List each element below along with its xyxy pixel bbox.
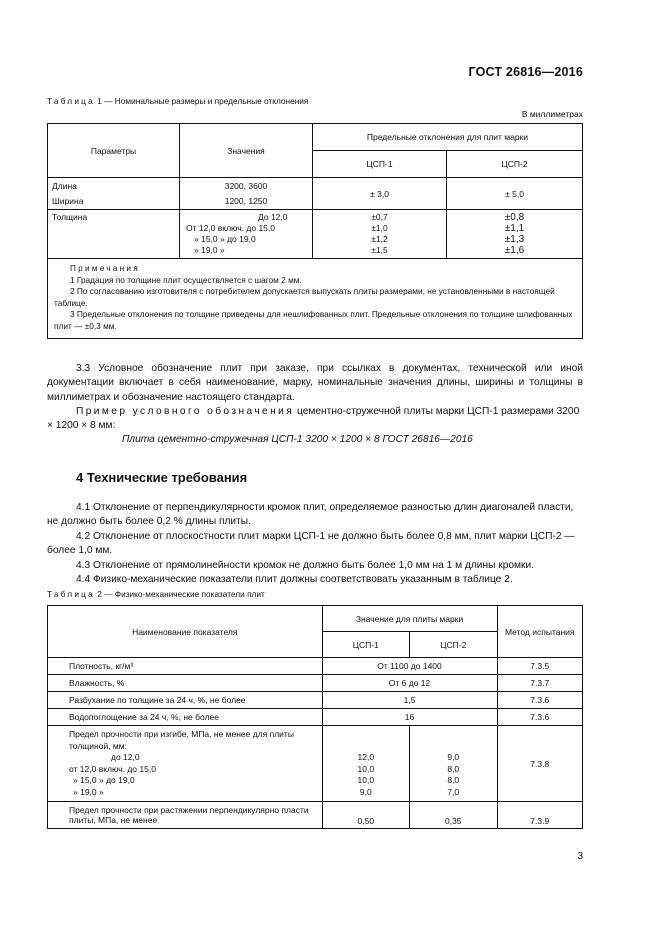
example-text: цементно-стружечной плиты марки ЦСП-1 размерами 3200 × 1200 × 8 мм: (47, 406, 580, 432)
t2-bend-sub: » 15,0 » до 19,0 (73, 775, 135, 785)
para-4-3: 4.3 Отклонение от прямолинейности кромок не должно быть более 1,0 мм на 1 м длины кромки. (76, 559, 535, 571)
example-label: Пример условного обозначения (76, 406, 295, 417)
t2-tensile-name: Предел прочности при растяжении перпендикулярно пласти плиты, МПа, не менее (48, 802, 323, 829)
example-designation: Плита цементно-стружечная ЦСП-1 3200 × 1200 × 8 ГОСТ 26816—2016 (122, 434, 473, 445)
t2-bend-csp1-item: 10,0 (357, 775, 375, 785)
table2 (47, 605, 583, 829)
t1-thickness-dev1-item: ±1,0 (371, 223, 388, 233)
t1-note: 2 По согласованию изготовителя с потребителем допускается выпускать плиты размерами, не установленными в настоящей таблице. (54, 286, 555, 308)
t2-bend-sub: до 12,0 (111, 752, 140, 762)
para-4-2: 4.2 Отклонение от плоскостности плит марки ЦСП-1 не должно быть более 0,8 мм, плит марки ЦСП-2 — более 1,0 мм. (47, 530, 575, 557)
table2-caption-num: 2 (97, 589, 102, 599)
t1-thickness-dev2-item: ±1,1 (504, 223, 525, 234)
t2-header-method: Метод испытания (497, 606, 583, 658)
t1-len-width-dev1: ± 3,0 (313, 178, 447, 210)
para-4-4: 4.4 Физико-механические показатели плит должны соответствовать указанным в таблице 2. (76, 574, 513, 586)
t1-thickness-dev2 (447, 210, 583, 259)
t2-row-name: Разбухание по толщине за 24 ч, %, не более (48, 692, 323, 709)
t2-row-value: 16 (322, 709, 497, 726)
t2-header-name: Наименование показателя (48, 606, 323, 658)
t1-thickness-dev1-item: ±1,5 (371, 245, 388, 255)
para-4-1: 4.1 Отклонение от перпендикулярности кромок плит, определяемое разностью длин диагоналей пласти, не должно быть более 0,2 % длины плиты. (47, 502, 574, 528)
table2-caption (47, 589, 265, 599)
t2-row-name: Плотность, кг/м³ (48, 658, 323, 675)
t1-thickness-dev1 (313, 210, 447, 259)
table1 (47, 123, 583, 339)
t1-row-length-value: 3200, 3600 (180, 178, 313, 194)
t2-row-value: От 6 до 12 (322, 675, 497, 692)
t2-bend-title: Предел прочности при изгибе, МПа, не менее для плиты толщиной, мм: (69, 729, 294, 751)
t2-tensile-method: 7.3.9 (497, 802, 583, 829)
t2-header-csp2: ЦСП-2 (410, 632, 497, 658)
t1-header-deviations: Предельные отклонения для плит марки (313, 124, 583, 151)
t2-row-method: 7.3.5 (497, 658, 583, 675)
table1-units: В миллиметрах (521, 109, 583, 119)
t2-bend-csp2-item: 7,0 (447, 786, 460, 797)
t1-thickness-value: До 12,0 (258, 212, 288, 222)
t2-bend-sub: от 12,0 включ. до 15,0 (69, 763, 156, 774)
para-3-3: 3.3 Условное обозначение плит при заказе, при ссылках в документах, технической или иной документации включает в себя наименование, марку, номинальные значения длины, ширины и толщины в миллиметрах и обозначение настоящего стандарта. (47, 363, 583, 403)
t2-bend-name (48, 726, 323, 802)
t2-bend-csp2-item: 8,0 (447, 763, 460, 774)
t1-notes-title: Примечания (70, 263, 140, 273)
t1-header-csp2: ЦСП-2 (447, 151, 583, 178)
t2-bend-method: 7.3.8 (497, 726, 583, 802)
t2-bend-csp2-item: 8,0 (447, 775, 460, 785)
table2-caption-word: Таблица (47, 589, 95, 599)
t1-row-length-param: Длина (48, 178, 180, 194)
t2-row-name: Влажность, % (48, 675, 323, 692)
t2-tensile-csp1: 0,50 (322, 802, 409, 829)
table1-caption-text: — Номинальные размеры и предельные отклонения (104, 96, 309, 106)
t1-row-width-param: Ширина (48, 194, 180, 210)
t2-row-method: 7.3.6 (497, 709, 583, 726)
table1-caption (47, 96, 308, 106)
t1-thickness-value: » 19,0 » (194, 245, 225, 255)
t1-thickness-values (180, 210, 313, 259)
t2-row-name: Водопоглощение за 24 ч, %, не более (48, 709, 323, 726)
t2-row-value: От 1100 до 1400 (322, 658, 497, 675)
section4-title: 4 Технические требования (76, 470, 248, 485)
t2-header-value: Значение для плиты марки (322, 606, 497, 632)
section4-body (47, 501, 583, 587)
t1-row-width-value: 1200, 1250 (180, 194, 313, 210)
t2-bend-csp1-item: 9,0 (359, 786, 372, 797)
t2-bend-csp1-item: 10,0 (357, 763, 375, 774)
t1-thickness-value: От 12,0 включ. до 15,0 (186, 223, 275, 233)
t2-bend-csp1-item: 12,0 (357, 752, 375, 762)
page-number: 3 (577, 851, 583, 862)
t1-thickness-label: Толщина (48, 210, 180, 259)
t2-bend-csp2-item: 9,0 (447, 752, 460, 762)
t1-header-values: Значения (180, 124, 313, 178)
t1-note: 3 Предельные отклонения по толщине приведены для нешлифованных плит. Предельные отклонения по толщине шлифованных плит — ±0,3 мм. (54, 309, 573, 331)
table2-caption-text: — Физико-механические показатели плит (104, 589, 265, 599)
t1-thickness-dev2-item: ±0,8 (504, 212, 525, 223)
table1-caption-word: Таблица (47, 96, 95, 106)
t2-row-method: 7.3.6 (497, 692, 583, 709)
t2-bend-csp2 (410, 726, 497, 802)
t1-header-params: Параметры (48, 124, 180, 178)
t1-header-csp1: ЦСП-1 (313, 151, 447, 178)
document-code: ГОСТ 26816—2016 (468, 65, 583, 79)
t1-notes (48, 259, 583, 339)
t2-row-method: 7.3.7 (497, 675, 583, 692)
t2-row-value: 1,5 (322, 692, 497, 709)
t2-header-csp1: ЦСП-1 (322, 632, 409, 658)
example-paragraph (47, 405, 583, 434)
t1-note: 1 Градация по толщине плит осуществляется с шагом 2 мм. (70, 274, 302, 285)
t1-thickness-dev1-item: ±0,7 (371, 212, 388, 222)
t1-thickness-dev1-item: ±1,2 (371, 234, 388, 244)
t2-tensile-csp2: 0,35 (410, 802, 497, 829)
t1-len-width-dev2: ± 5,0 (447, 178, 583, 210)
t2-bend-csp1 (322, 726, 409, 802)
t1-thickness-value: » 15,0 » до 19,0 (194, 234, 256, 244)
table1-caption-num: 1 (97, 96, 102, 106)
t2-bend-sub: » 19,0 » (73, 786, 104, 797)
t1-thickness-dev2-item: ±1,3 (504, 234, 525, 245)
t1-thickness-dev2-item: ±1,6 (504, 245, 525, 256)
